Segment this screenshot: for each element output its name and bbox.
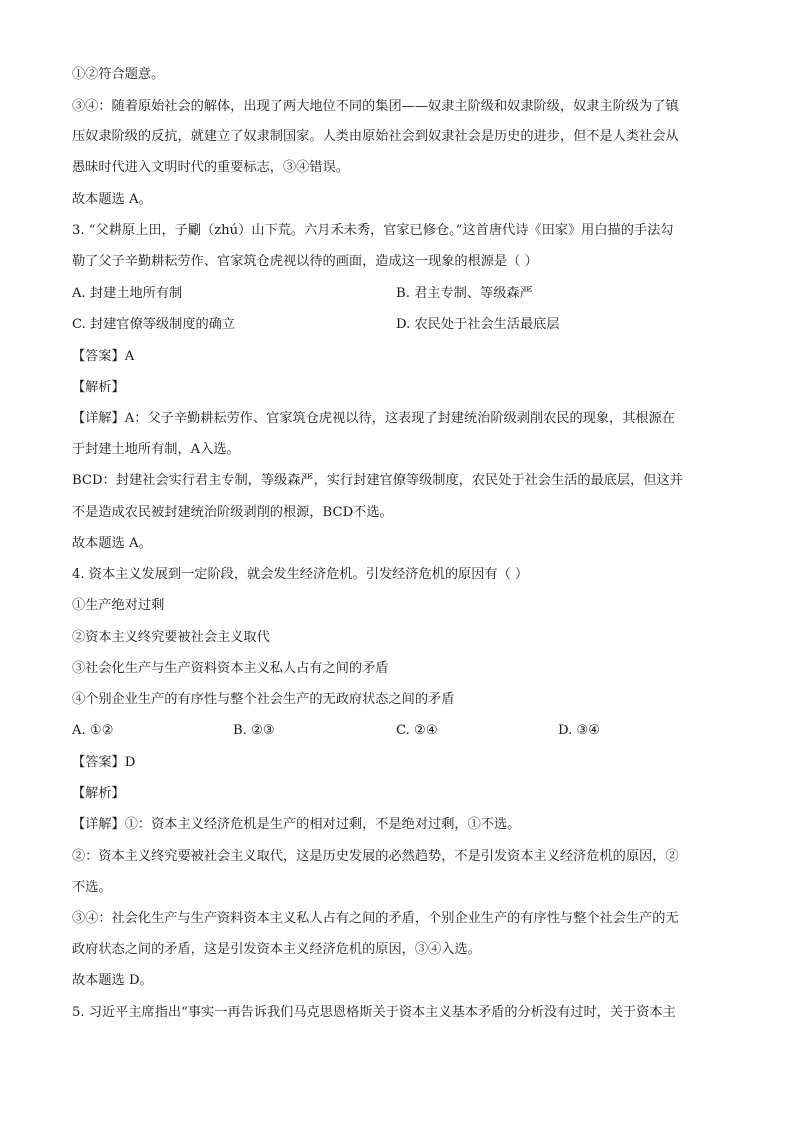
q2-line4: 愚昧时代进入文明时代的重要标志，③④错误。 bbox=[72, 160, 349, 175]
q3-option-d: D. 农民处于社会生活最底层 bbox=[396, 317, 560, 332]
q3-stem-line1: 3. “父耕原上田，子劚（zhú）山下荒。六月禾未秀，官家已修仓。”这首唐代诗《田家》用白描的手法勾 bbox=[72, 223, 674, 238]
q4-item-3: ③社会化生产与生产资料资本主义私人占有之间的矛盾 bbox=[72, 661, 389, 676]
q4-detail-line3: 不选。 bbox=[72, 880, 112, 895]
q4-item-4: ④个别企业生产的有序性与整个社会生产的无政府状态之间的矛盾 bbox=[72, 692, 455, 707]
q4-answer: 【答案】D bbox=[72, 755, 136, 770]
q3-answer: 【答案】A bbox=[72, 349, 135, 364]
q2-line3: 压奴隶阶级的反抗，就建立了奴隶制国家。人类由原始社会到奴隶社会是历史的进步，但不是人类社会从 bbox=[72, 129, 679, 144]
q4-stem: 4. 资本主义发展到一定阶段，就会发生经济危机。引发经济危机的原因有（ ） bbox=[72, 567, 529, 582]
q4-detail-line1: 【详解】①：资本主义经济危机是生产的相对过剩，不是绝对过剩，①不选。 bbox=[72, 817, 521, 832]
q4-item-1: ①生产绝对过剩 bbox=[72, 598, 165, 613]
q3-analysis-heading: 【解析】 bbox=[72, 380, 125, 395]
q4-analysis-heading: 【解析】 bbox=[72, 786, 125, 801]
q3-option-a: A. 封建土地所有制 bbox=[72, 286, 183, 301]
q4-detail-line5: 政府状态之间的矛盾，这是引发资本主义经济危机的原因，③④入选。 bbox=[72, 942, 481, 957]
q4-conclusion: 故本题选 D。 bbox=[72, 973, 153, 988]
q3-detail-line3: BCD：封建社会实行君主专制，等级森严，实行封建官僚等级制度，农民处于社会生活的最底层，但这并 bbox=[72, 473, 683, 488]
q4-option-c: C. ②④ bbox=[396, 723, 438, 738]
q3-detail-line2: 于封建土地所有制，A入选。 bbox=[72, 442, 240, 457]
q4-option-b: B. ②③ bbox=[233, 723, 275, 738]
q4-item-2: ②资本主义终究要被社会主义取代 bbox=[72, 630, 270, 645]
q4-detail-line2: ②：资本主义终究要被社会主义取代，这是历史发展的必然趋势，不是引发资本主义经济危机的原因，② bbox=[72, 849, 679, 864]
q4-option-d: D. ③④ bbox=[558, 723, 601, 738]
q4-detail-line4: ③④：社会化生产与生产资料资本主义私人占有之间的矛盾，个别企业生产的有序性与整个社会生产的无 bbox=[72, 911, 679, 926]
q3-stem-line2: 勒了父子辛勤耕耘劳作、官家筑仓虎视以待的画面，造成这一现象的根源是（ ） bbox=[72, 254, 538, 269]
q5-stem-line1: 5. 习近平主席指出“事实一再告诉我们马克思恩格斯关于资本主义基本矛盾的分析没有过时，关于资本主 bbox=[72, 1005, 676, 1020]
q2-conclusion: 故本题选 A。 bbox=[72, 192, 152, 207]
q3-option-b: B. 君主专制、等级森严 bbox=[396, 286, 533, 301]
q2-line1: ①②符合题意。 bbox=[72, 67, 165, 82]
q3-detail-line4: 不是造成农民被封建统治阶级剥削的根源，BCD不选。 bbox=[72, 505, 393, 520]
q3-option-c: C. 封建官僚等级制度的确立 bbox=[72, 317, 236, 332]
q3-detail-line1: 【详解】A：父子辛勤耕耘劳作、官家筑仓虎视以待，这表现了封建统治阶级剥削农民的现象，其根源在 bbox=[72, 411, 675, 426]
q2-line2: ③④：随着原始社会的解体，出现了两大地位不同的集团——奴隶主阶级和奴隶阶级，奴隶主阶级为了镇 bbox=[72, 99, 679, 114]
q4-option-a: A. ①② bbox=[72, 723, 114, 738]
q3-conclusion: 故本题选 A。 bbox=[72, 536, 152, 551]
